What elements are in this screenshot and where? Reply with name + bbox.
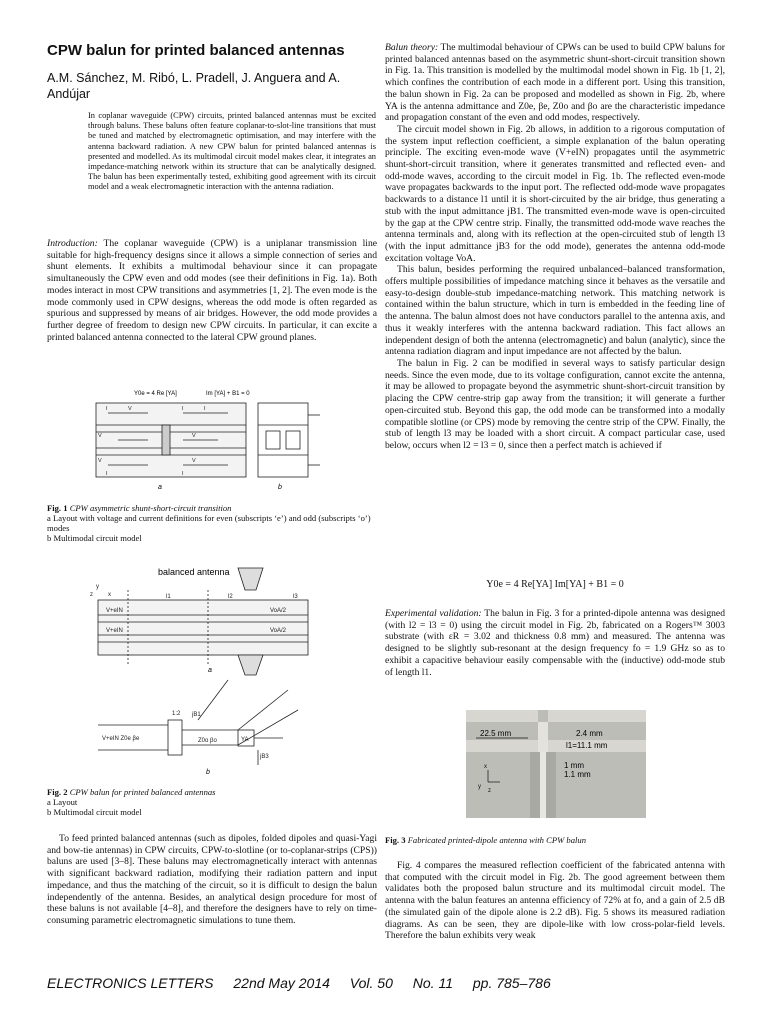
svg-text:jB3: jB3 [260, 754, 269, 760]
footer-journal: ELECTRONICS LETTERS [47, 975, 214, 991]
theory-section [385, 42, 725, 452]
svg-text:V: V [98, 458, 102, 464]
footer-pages: pp. 785–786 [472, 975, 551, 991]
fig1-caption-title: CPW asymmetric shunt-short-circuit transition [69, 503, 232, 513]
intro-heading: Introduction: [47, 238, 98, 249]
fig1-caption-label: Fig. 1 [47, 503, 68, 513]
fig1-sub-b: b [278, 484, 282, 491]
fig2-caption-title: CPW balun for printed balanced antennas [69, 787, 216, 797]
fig1-caption-a: a Layout with voltage and current definitions for even (subscripts ‘e’) and odd (subscripts ‘o’) modes [47, 513, 371, 533]
paper-title: CPW balun for printed balanced antennas [47, 42, 345, 59]
fig3-caption-title: Fabricated printed-dipole antenna with CPW balun [407, 835, 586, 845]
fig2-caption-a: a Layout [47, 797, 78, 807]
svg-text:V: V [128, 406, 132, 412]
figure-3-caption [385, 835, 725, 845]
validation-continuation [385, 860, 725, 942]
fig1-sub-a: a [158, 484, 162, 491]
svg-text:V: V [98, 433, 102, 439]
figure-2-drawing [88, 560, 348, 780]
figure-1-caption [47, 503, 377, 543]
svg-text:I: I [182, 406, 184, 412]
intro-paragraph-2: To feed printed balanced antennas (such as dipoles, folded dipoles and quasi-Yagi and bow-tie antennas) in CPW circuits, CPW-to-slotline (or to-coplanar-strips (CPS)) baluns are used [3–8]. These baluns may electromagnetically interact with antennas with significant backward radiation, modifying their radiation pattern and input impedance, and thus the matching of the circuit, so it is difficult to design the balun independently of the antenna. Besides, an analytical design procedure for most of these baluns is not available [4–8], and therefore the designers have to rely on time-consuming parametric electromagnetic simulations to tune them. [47, 833, 377, 926]
intro-continuation [47, 833, 377, 927]
intro-section [47, 238, 377, 343]
svg-text:VoA/2: VoA/2 [270, 608, 287, 614]
svg-text:YA: YA [241, 737, 249, 743]
fig2-caption-b: b Multimodal circuit model [47, 807, 142, 817]
validation-paragraph-1: The balun in Fig. 3 for a printed-dipole antenna was designed (with l2 = l3 = 0) using the circuit model in Fig. 2b, fabricated on a Rogers™ 3003 substrate (with εR = 3.02 and thickness 0.8 mm) and measured. The antenna was designed to be slightly sub-resonant at the design frequency fo = 1.9 GHz so as to exhibit a capacitive behaviour easily compensable with the (inductive) odd-mode stub of length l1. [385, 608, 725, 678]
svg-text:VoA/2: VoA/2 [270, 628, 287, 634]
abstract: In coplanar waveguide (CPW) circuits, printed balanced antennas must be excited through baluns. These baluns often feature coplanar-to-slot-line transitions that must be tuned and matched by electromagnetic optimisation, and may interfere with the antenna backward radiation. A new CPW balun for printed balanced antennas is presented and modelled. As its multimodal circuit model makes clear, it integrates an impedance-matching network within its structure that can be analytically designed. The balun has been experimentally tested, exhibiting good agreement with its circuit model and a weak electromagnetic interaction with the antenna radiation. [88, 111, 376, 192]
svg-text:I: I [106, 406, 108, 412]
fig3-top-label: 2.4 mm [576, 729, 603, 738]
author-list: A.M. Sánchez, M. Ribó, L. Pradell, J. Anguera and A. Andújar [47, 71, 341, 101]
journal-footer [47, 975, 727, 991]
fig1-header-left: Y0e = 4 Re [YA] [134, 391, 177, 397]
fig3-11mm-label: 1.1 mm [564, 770, 591, 779]
svg-text:V+eIN: V+eIN [106, 628, 123, 634]
validation-heading: Experimental validation: [385, 608, 482, 619]
balance-equation: Y0e = 4 Re[YA] Im[YA] + B1 = 0 [486, 579, 624, 590]
fig3-caption-label: Fig. 3 [385, 835, 406, 845]
figure-2 [88, 560, 348, 780]
svg-text:V+eIN Z0e βe: V+eIN Z0e βe [102, 736, 140, 742]
fig1-caption-b: b Multimodal circuit model [47, 533, 142, 543]
svg-text:V+eIN: V+eIN [106, 608, 123, 614]
figure-1 [88, 385, 338, 495]
svg-text:z: z [488, 788, 491, 794]
svg-text:x: x [484, 764, 487, 770]
intro-paragraph-1: The coplanar waveguide (CPW) is a uniplanar transmission line suitable for high-frequency designs since it allows a simple connection of series and shunt elements. It exhibits a multimodal behaviour since it can propagate simultaneously the CPW even and odd modes (see their definitions in Fig. 1a). Both modes interact in most CPW transitions and asymmetries [1, 2]. The even mode is the mode commonly used in CPW designs, whereas the odd mode is often regarded as spurious and suppressed by means of air bridges. However, the odd mode provides a further degree of freedom to design new CPW circuits. In particular, it can excite a printed balanced antenna connected to the lateral CPW ground planes. [47, 238, 378, 343]
fig1-layout-a [96, 403, 246, 477]
fig2-circuit-b [98, 680, 298, 765]
theory-paragraph-4: The balun in Fig. 2 can be modified in several ways to satisfy particular design needs. Since the even mode, due to its voltage configuration, cannot excite the antenna, it may be allowed to propagate beyond the asymmetric shunt-short-circuit transition by placing the CPW centre-strip gap away from the transition; it will generate a further open-circuited stub. Beyond this gap, the odd mode can be transformed into a modally compatible slotline (or CPS) mode by removing the centre strip of the CPW. Finally, the stub of length l3 may be loaded with a short circuit. A compact particular case, used below, occurs when l2 = l3 = 0, since then a perfect match is achieved if [385, 357, 725, 451]
figure-3-drawing [466, 710, 646, 818]
fig3-l1-label: l1=11.1 mm [566, 741, 608, 750]
svg-text:I: I [204, 406, 206, 412]
fig3-width-label: 22.5 mm [480, 729, 512, 738]
svg-text:V: V [192, 458, 196, 464]
fig2-layout-a [98, 568, 308, 675]
theory-paragraph-2: The circuit model shown in Fig. 2b allows, in addition to a rigorous computation of the system input reflection coefficient, a simple explanation of the balun operating principle. The exciting even-mode wave (V+eIN) propagates until the asymmetric shunt-short-circuit transition, where it generates transmitted and reflected even- and odd-mode waves, according to the circuit model in Fig. 1b. The reflected even-mode wave propagates backwards to the input port. The reflected odd-mode wave propagates backwards to a distance l1 until it is short-circuited by the air bridge, thus generating a stub with the input admittance jB1. The transmitted even-mode wave is open-circuited by the gap at the CPW centre strip. Finally, the transmitted odd-mode wave reaches the antenna terminals and, along with its reflection at the open-circuited stub of length l3 (with the input admittance jB3 for the odd mode), generates the antenna odd-mode excitation voltage VoA. [385, 123, 725, 264]
svg-text:x: x [108, 592, 111, 598]
fig2-balanced-antenna: balanced antenna [158, 567, 230, 577]
theory-heading: Balun theory: [385, 42, 439, 53]
figure-1-drawing [88, 385, 338, 495]
svg-text:1:2: 1:2 [172, 711, 181, 717]
fig2-sub-a: a [208, 667, 212, 674]
validation-paragraph-2: Fig. 4 compares the measured reflection coefficient of the fabricated antenna with that computed with the circuit model in Fig. 2b. The good agreement between them validates both the proposed balun structure and its multimodal circuit model. The antenna with the balun features an antenna efficiency of 72% at fo, and a gain of 2.5 dB (the simulated gain of the dipole alone is 2.2 dB). Fig. 5 shows its measured radiation diagrams. As can be seen, they are dipole-like with low cross-polar-field levels. Therefore the balun exhibits very weak [385, 860, 725, 942]
figure-3-photo [466, 710, 646, 818]
fig2-caption-label: Fig. 2 [47, 787, 68, 797]
svg-text:I: I [182, 471, 184, 477]
theory-paragraph-1: The multimodal behaviour of CPWs can be used to build CPW baluns for printed balanced antennas based on the asymmetric shunt-short-circuit transition shown in Fig. 1a. This transition is modelled by the multimodal model shown in Fig. 1b [1, 2], which confines the contribution of each mode in a different port. Using this transition, the balun shown in Fig. 2a can be proposed and modelled as shown in Fig. 2b, where YA is the antenna admittance and Z0e, βe, Z0o and βo are the characteristic impedance and propagation constant of the even and odd modes, respectively. [385, 42, 726, 124]
fig2-sub-b: b [206, 769, 210, 776]
svg-text:l1: l1 [166, 594, 171, 600]
footer-number: No. 11 [412, 975, 453, 991]
svg-text:jB1: jB1 [192, 712, 201, 718]
fig1-circuit-b [258, 403, 320, 477]
fig1-header-right: Im [YA] + B1 = 0 [206, 391, 250, 397]
validation-section [385, 608, 725, 678]
figure-2-caption [47, 787, 377, 817]
footer-date: 22nd May 2014 [233, 975, 330, 991]
svg-text:I: I [106, 471, 108, 477]
fig3-1mm-label: 1 mm [564, 761, 584, 770]
svg-text:l2: l2 [228, 594, 233, 600]
svg-text:y: y [478, 784, 481, 790]
svg-text:y: y [96, 584, 99, 590]
svg-text:Z0o βo: Z0o βo [198, 738, 217, 744]
svg-text:l3: l3 [293, 594, 298, 600]
svg-text:V: V [192, 433, 196, 439]
theory-paragraph-3: This balun, besides performing the required unbalanced–balanced transformation, offers multiple possibilities of impedance matching since it behaves as the versatile and easy-to-design double-stub impedance-matching network. This matching network is contained within the balun structure, which in turn is embedded in the feeding line of the antenna. The balun almost does not have conductors parallel to the antenna axis, and thus it weakly interferes with the antenna backward radiation. This fact allows an independent design of both the antenna (electromagnetic) and balun (analytic), since the antenna radiation diagram and input impedance are not affected by the balun. [385, 264, 725, 358]
footer-volume: Vol. 50 [349, 975, 393, 991]
svg-text:z: z [90, 592, 93, 598]
